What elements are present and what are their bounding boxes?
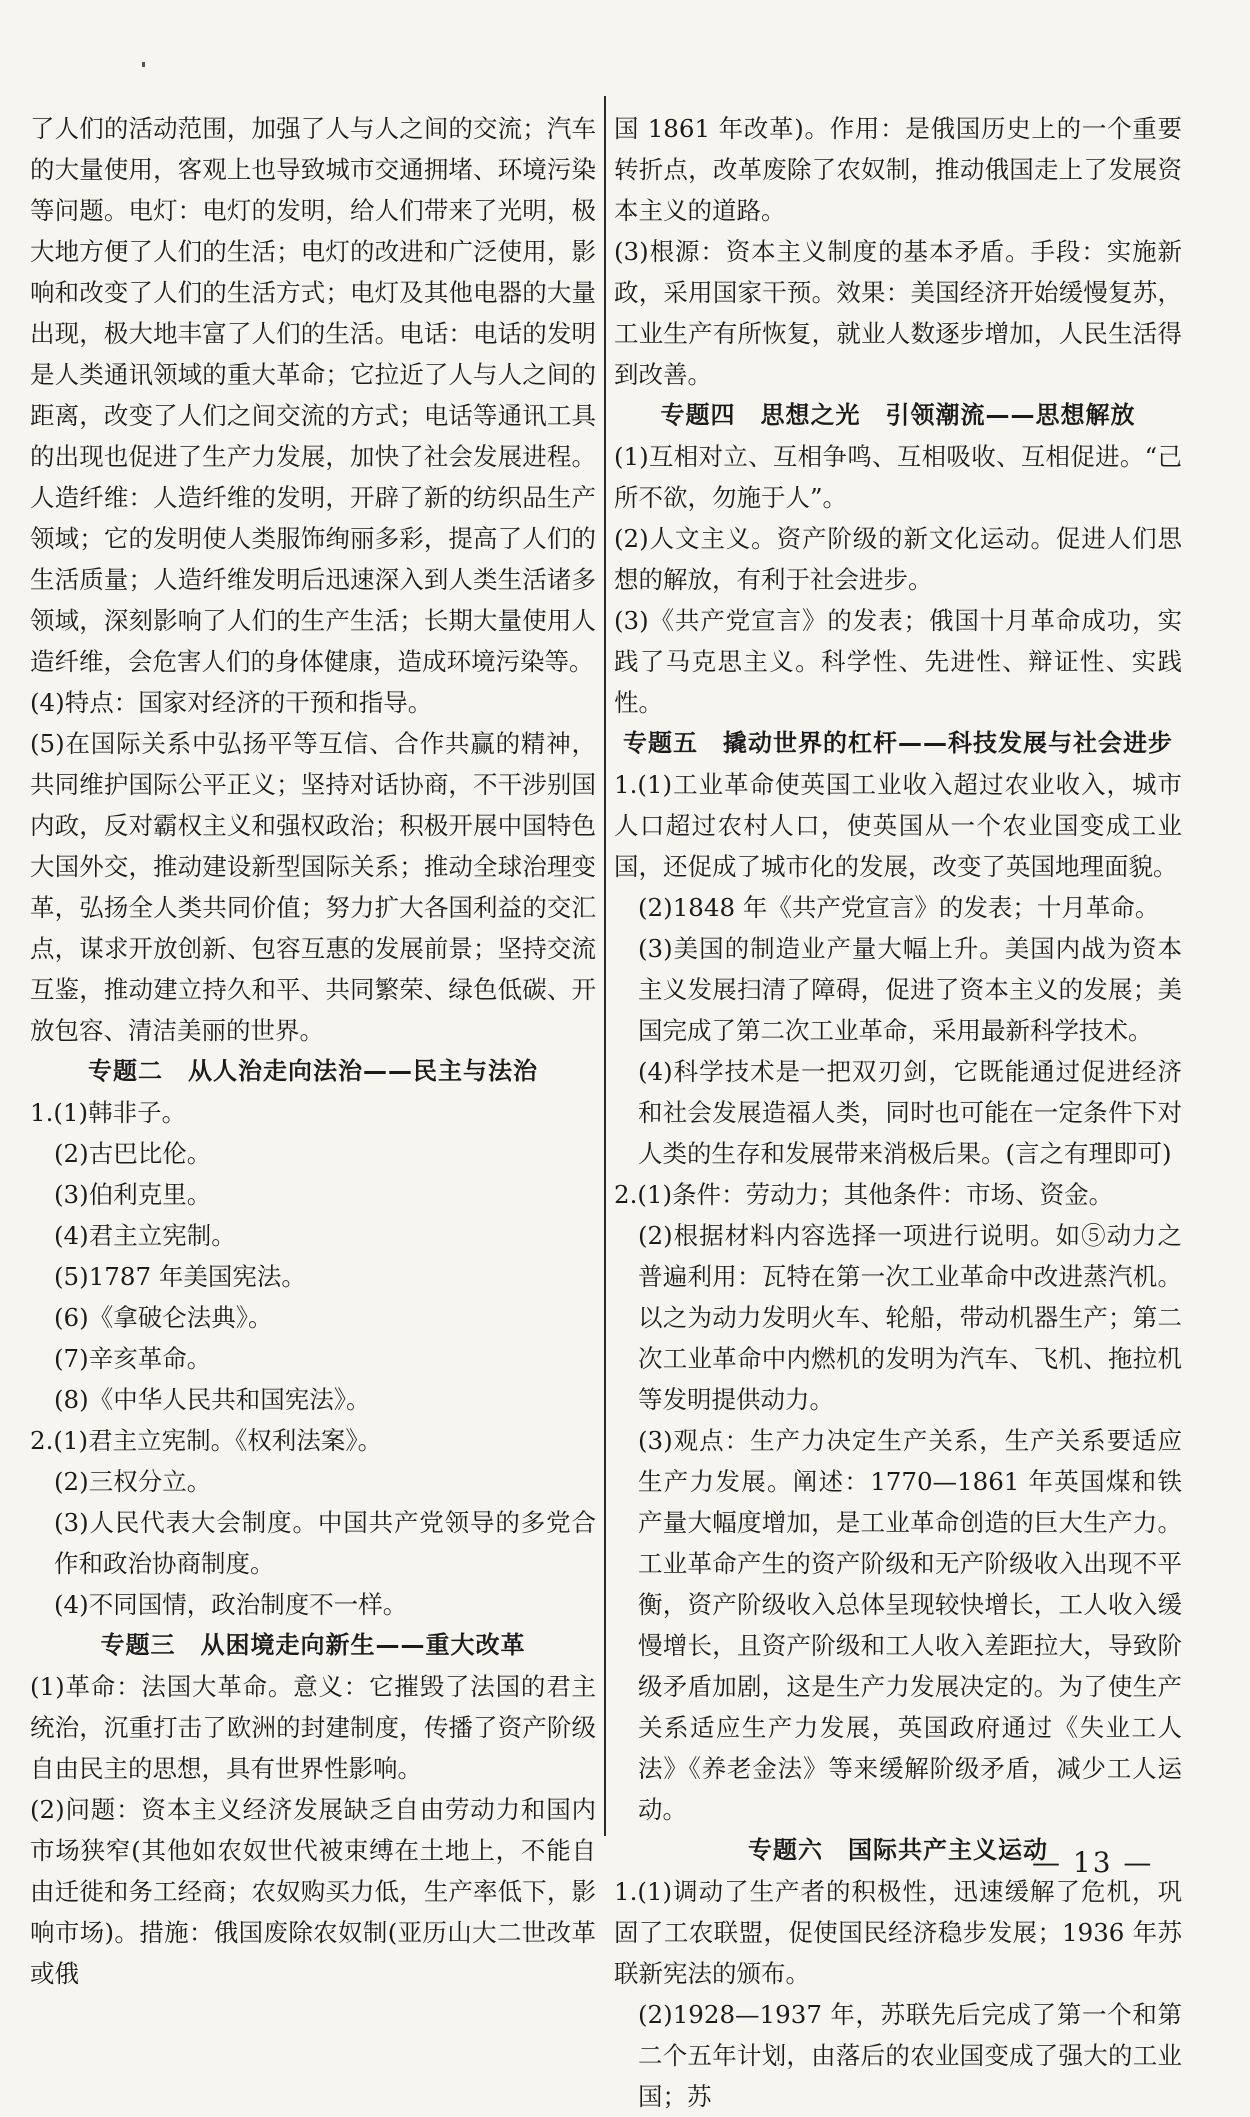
answer-paragraph: 2.(1)条件：劳动力；其他条件：市场、资金。 [614,1180,1114,1209]
answer-item: (2)古巴比伦。 [54,1139,212,1168]
answer-paragraph: 1.(1)工业革命使英国工业收入超过农业收入，城市人口超过农村人口，使英国从一个农业国变成工业国，还促成了城市化的发展，改变了英国地理面貌。 [614,770,1182,881]
answer-item: (3)伯利克里。 [54,1180,212,1209]
answer-paragraph: (2)问题：资本主义经济发展缺乏自由劳动力和国内市场狭窄(其他如农奴世代被束缚在土地上，不能自由迁徙和务工经商；农奴购买力低，生产率低下，影响市场)。措施：俄国废除农奴制(亚历山大二世改革或俄 [30,1795,596,1988]
answer-paragraph: 国 1861 年改革)。作用：是俄国历史上的一个重要转折点，改革废除了农奴制，推动俄国走上了发展资本主义的道路。 [614,114,1182,225]
column-divider [604,96,606,1836]
section-heading: 专题六 国际共产主义运动 [748,1836,1048,1864]
section-heading: 专题四 思想之光 引领潮流——思想解放 [660,401,1136,429]
answer-item: (4)科学技术是一把双刃剑，它既能通过促进经济和社会发展造福人类，同时也可能在一定条件下对人类的生存和发展带来消极后果。(言之有理即可) [638,1057,1182,1168]
answer-item: (3)观点：生产力决定生产关系，生产关系要适应生产力发展。阐述：1770—1861 年英国煤和铁产量大幅度增加，是工业革命创造的巨大生产力。工业革命产生的资产阶级和无产阶级收入出现不平衡，资产阶级收入总体呈现较快增长，工人收入缓慢增长，且资产阶级和工人收入差距拉大，导致阶级矛盾加剧，这是生产力发展决定的。为了使生产关系适应生产力发展，英国政府通过《失业工人法》《养老金法》等来缓解阶级矛盾，减少工人运动。 [638,1426,1182,1824]
answer-item: (6)《拿破仑法典》。 [54,1303,273,1332]
answer-paragraph: (1)互相对立、互相争鸣、互相吸收、互相促进。“己所不欲，勿施于人”。 [614,442,1182,512]
answer-paragraph: 1.(1)韩非子。 [30,1098,187,1127]
answer-item: (8)《中华人民共和国宪法》。 [54,1385,371,1414]
answer-paragraph: 了人们的活动范围，加强了人与人之间的交流；汽车的大量使用，客观上也导致城市交通拥堵、环境污染等问题。电灯：电灯的发明，给人们带来了光明，极大地方便了人们的生活；电灯的改进和广泛使用，影响和改变了人们的生活方式；电灯及其他电器的大量出现，极大地丰富了人们的生活。电话：电话的发明是人类通讯领域的重大革命；它拉近了人与人之间的距离，改变了人们之间交流的方式；电话等通讯工具的出现也促进了生产力发展，加快了社会发展进程。人造纤维：人造纤维的发明，开辟了新的纺织品生产领域；它的发明使人类服饰绚丽多彩，提高了人们的生活质量；人造纤维发明后迅速深入到人类生活诸多领域，深刻影响了人们的生产生活；长期大量使用人造纤维，会危害人们的身体健康，造成环境污染等。 [30,114,596,676]
section-heading: 专题二 从人治走向法治——民主与法治 [88,1057,538,1085]
answer-paragraph: (1)革命：法国大革命。意义：它摧毁了法国的君主统治，沉重打击了欧洲的封建制度，传播了资产阶级自由民主的思想，具有世界性影响。 [30,1672,596,1783]
answer-item: (2)根据材料内容选择一项进行说明。如⑤动力之普遍利用：瓦特在第一次工业革命中改进蒸汽机。以之为动力发明火车、轮船，带动机器生产；第二次工业革命中内燃机的发明为汽车、飞机、拖拉机等发明提供动力。 [638,1221,1182,1414]
scan-speck [142,62,145,67]
answer-item: (2)1928—1937 年，苏联先后完成了第一个和第二个五年计划，由落后的农业国变成了强大的工业国；苏 [638,2000,1182,2111]
answer-paragraph: (2)人文主义。资产阶级的新文化运动。促进人们思想的解放，有利于社会进步。 [614,524,1182,594]
answer-item: (2)三权分立。 [54,1467,212,1496]
answer-item: (5)1787 年美国宪法。 [54,1262,306,1291]
section-heading: 专题五 撬动世界的杠杆——科技发展与社会进步 [623,729,1173,757]
answer-paragraph: (3)《共产党宣言》的发表；俄国十月革命成功，实践了马克思主义。科学性、先进性、辩证性、实践性。 [614,606,1182,717]
answer-item: (3)人民代表大会制度。中国共产党领导的多党合作和政治协商制度。 [54,1508,596,1578]
answer-item: (3)美国的制造业产量大幅上升。美国内战为资本主义发展扫清了障碍，促进了资本主义的发展；美国完成了第二次工业革命，采用最新科学技术。 [638,934,1182,1045]
answer-item: (2)1848 年《共产党宣言》的发表；十月革命。 [638,893,1160,922]
left-column [30,108,596,1988]
page-number: — 13 — [1032,1846,1154,1879]
answer-paragraph: 1.(1)调动了生产者的积极性，迅速缓解了危机，巩固了工农联盟，促使国民经济稳步发展；1936 年苏联新宪法的颁布。 [614,1877,1182,1988]
answer-paragraph: (3)根源：资本主义制度的基本矛盾。手段：实施新政，采用国家干预。效果：美国经济开始缓慢复苏，工业生产有所恢复，就业人数逐步增加，人民生活得到改善。 [614,237,1182,389]
answer-item: (4)不同国情，政治制度不一样。 [54,1590,408,1619]
answer-item: (7)辛亥革命。 [54,1344,212,1373]
answer-item: (4)君主立宪制。 [54,1221,236,1250]
section-heading: 专题三 从困境走向新生——重大改革 [100,1631,526,1659]
answer-paragraph: (5)在国际关系中弘扬平等互信、合作共赢的精神，共同维护国际公平正义；坚持对话协商，不干涉别国内政，反对霸权主义和强权政治；积极开展中国特色大国外交，推动建设新型国际关系；推动全球治理变革，弘扬全人类共同价值；努力扩大各国利益的交汇点，谋求开放创新、包容互惠的发展前景；坚持交流互鉴，推动建立持久和平、共同繁荣、绿色低碳、开放包容、清洁美丽的世界。 [30,729,596,1045]
answer-paragraph: 2.(1)君主立宪制。《权利法案》。 [30,1426,383,1455]
answer-paragraph: (4)特点：国家对经济的干预和指导。 [30,688,433,717]
